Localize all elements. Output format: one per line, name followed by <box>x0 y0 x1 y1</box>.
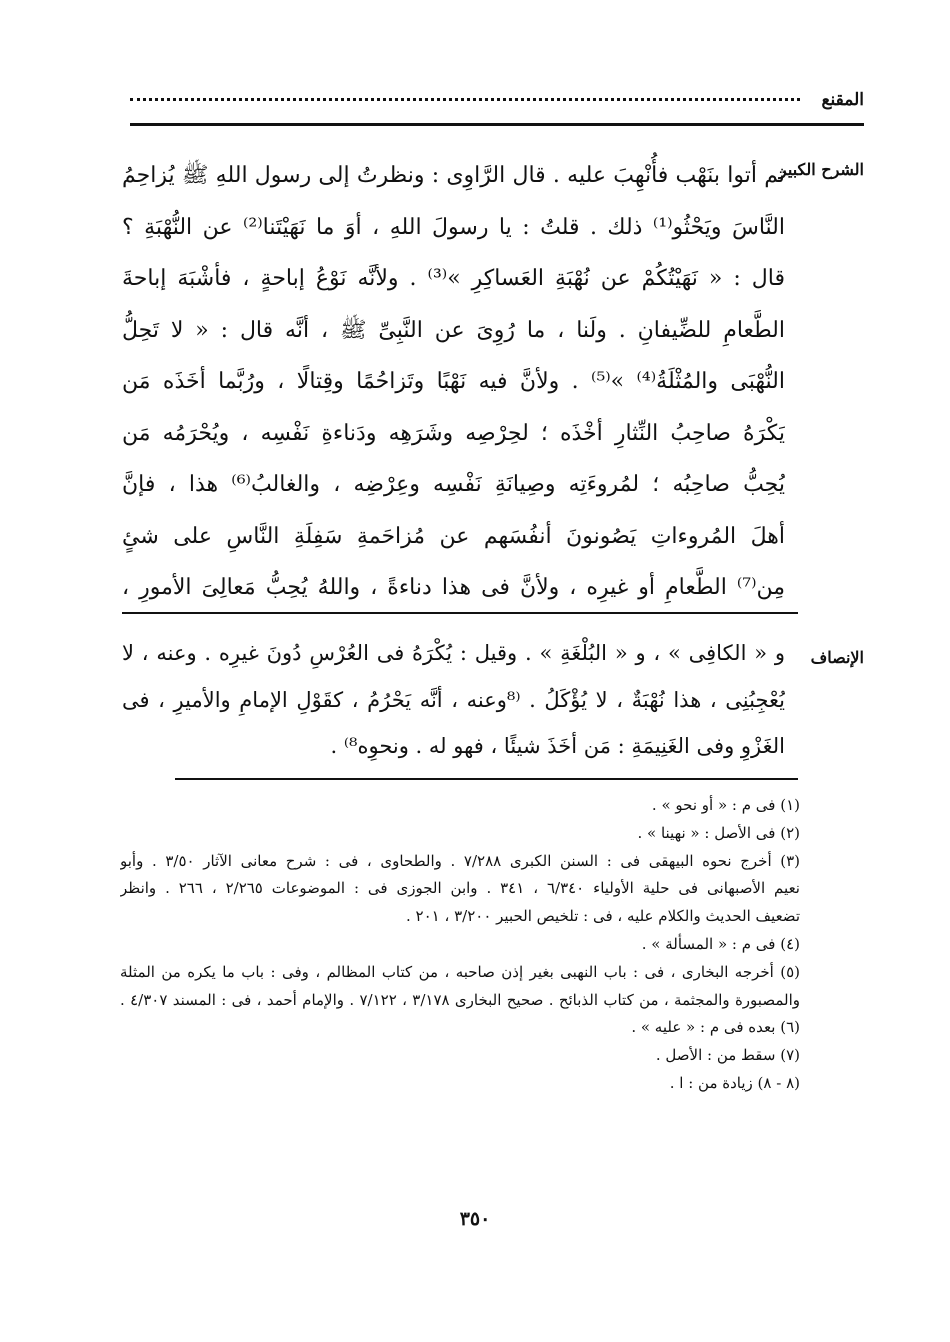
insaf-line: و « الكافِى » ، و « البُلْغَةِ » . وقيل : يُكْرَهُ فى العُرْسِ دُونَ غيرِه . وعنه ، لا <box>122 641 785 665</box>
sharh-line: قال : « نَهَيْتُكُمْ عن نُهْبَةِ العَساكِرِ »⁽³⁾ . ولأنَّه نَوْعُ إباحةٍ ، فأشْبَهَ إباحةَ <box>122 266 785 291</box>
footnote: (٣) أخرج نحوه البيهقى فى : السنن الكبرى ٧/٢٨٨ . والطحاوى ، فى : شرح معانى الآثار ٣/٥٠ . وأبو <box>120 851 800 870</box>
footnote: (١) فى م : « أو نحو » . <box>651 796 800 814</box>
section-divider <box>122 612 798 614</box>
footnote: تضعيف الحديث والكلام عليه ، فى : تلخيص الحبير ٣/٢٠٠ ، ٢٠١ . <box>405 907 800 926</box>
sharh-line: أهلَ المُروءاتِ يَصُونونَ أنفُسَهم عن مُزاحَمةِ سَفِلَةِ النَّاسِ على شئٍ <box>122 523 785 549</box>
sharh-line: يُحِبُّ صاحِبُه ؛ لمُروءَتِه وصِيانَةِ نَفْسِه وعِرْضِه ، والغالبُ⁽⁶⁾ هذا ، فإنَّ <box>122 472 785 497</box>
footnote: والمصبورة والمجثمة ، من كتاب الذبائح . صحيح البخارى ٣/١٧٨ ، ٧/١٢٢ . والإمام أحمد ، فى : المسند ٤/٣٠٧ . <box>120 990 800 1009</box>
side-label-insaf: الإنصاف <box>810 648 864 667</box>
footnotes <box>120 792 800 1098</box>
sharh-line: الطَّعامِ للضِّيفانِ . ولَنا ، ما رُوِىَ عن النَّبِىِّ ﷺ ، أنَّه قال : « لا تَحِلُّ <box>122 317 785 343</box>
header-rule <box>130 123 864 126</box>
footnote: (٥) أخرجه البخارى ، فى : باب النهبى بغير إذن صاحبه ، من كتاب المظالم ، وفى : باب ما يكره من المثلة <box>120 962 800 981</box>
sharh-line: ثم أتوا بنَهْب فأُنْهِبَ عليه . قال الرَّاوِى : ونظرتُ إلى رسول اللهِ ﷺ يُزاحِمُ <box>122 163 785 188</box>
footnote: (٧) سقط من : الأصل . <box>655 1046 800 1065</box>
header-dotted-leader <box>130 98 800 101</box>
footnote-rule <box>175 778 798 780</box>
insaf-text-block <box>122 630 785 770</box>
footnote: (٨ - ٨) زيادة من : ا . <box>669 1073 800 1092</box>
page-number: ٣٥٠ <box>459 1208 491 1230</box>
sharh-text-block <box>122 150 785 614</box>
insaf-line: يُعْجِبُنِى ، هذا نُهْبَةٌ ، لا يُؤْكَلُ . ⁽⁸وعنه ، أنَّه يَحْرُمُ ، كقَوْلِ الإمامِ والأميرِ ، فى <box>122 687 785 712</box>
sharh-line: النُّهْبَى والمُثْلَةُ⁽⁴⁾ »⁽⁵⁾ . ولأنَّ فيه نَهْبًا وتَزاحُمًا وقِتالًا ، ورُبَّما أخَذَه مَن <box>122 369 785 394</box>
sharh-line: النَّاسَ ويَحْثُو⁽¹⁾ ذلك . قلتُ : يا رسولَ اللهِ ، أوَ ما نَهَيْتَنا⁽²⁾ عن النُّهْبَةِ ؟ <box>122 214 785 240</box>
side-label-sharh: الشرح الكبير <box>779 160 864 179</box>
sharh-line: مِن⁽⁷⁾ الطَّعامِ أو غيرِه ، ولأنَّ فى هذا دناءةً ، واللهُ يُحِبُّ مَعالِىَ الأمورِ ، <box>122 575 785 600</box>
footnote: (٦) بعده فى م : « عليه » . <box>631 1018 800 1037</box>
sharh-line: يَكْرَهُ صاحِبُ النِّثارِ أخْذَه ؛ لحِرْصِه وشَرَهِه ودَناءةِ نَفْسِه ، ويُحْرَمُه مَن <box>122 420 785 446</box>
running-head-title: المقنع <box>821 90 864 110</box>
insaf-line: الغَزْوِ وفى الغَنِيمَةِ : مَن أخَذَ شيئًا ، فهو له . ونحوِه⁸⁾ . <box>330 734 785 758</box>
footnote: (٢) فى الأصل : « نهينا » . <box>637 823 800 842</box>
footnote: نعيم الأصبهانى فى حلية الأولياء ٦/٣٤٠ ، ٣٤١ . وابن الجوزى فى : الموضوعات ٢/٢٦٥ ، ٢٦٦ . وانظر <box>120 879 800 898</box>
footnote: (٤) فى م : « المسألة » . <box>641 934 800 953</box>
